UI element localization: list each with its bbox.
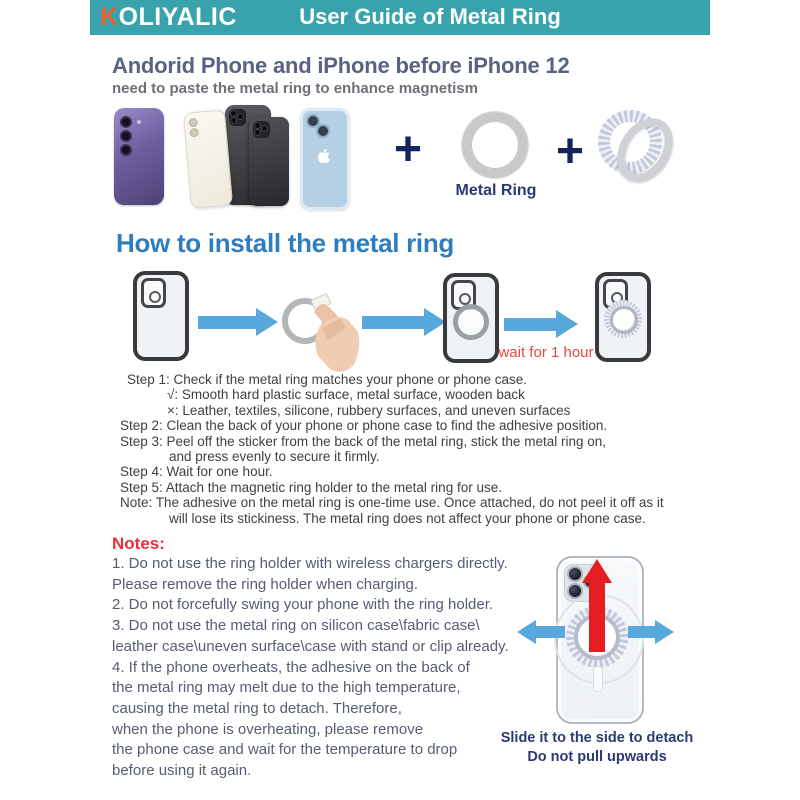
- iphone-white-image: [183, 109, 233, 208]
- up-arrow-icon: [582, 559, 612, 583]
- camera-lens-icon: [122, 132, 130, 140]
- camera-lens-icon: [189, 119, 197, 127]
- note-line: leather case\uneven surface\case with stand or clip already.: [112, 637, 509, 655]
- camera-lens-icon: [190, 129, 198, 137]
- android-phone-image: [114, 108, 164, 205]
- phone-case-image: [133, 271, 189, 361]
- up-arrow-icon: [589, 582, 605, 652]
- brand-rest: OLIYALIC: [118, 3, 237, 31]
- metal-ring-image: [462, 112, 528, 178]
- step-4: Step 4: Wait for one hour.: [120, 464, 273, 480]
- step-1: Step 1: Check if the metal ring matches your phone or phone case.: [127, 372, 527, 387]
- brand-letter-k: K: [100, 3, 119, 31]
- step-1-suitable-surfaces: √: Smooth hard plastic surface, metal surface, wooden back: [167, 387, 525, 403]
- camera-lens-icon: [318, 126, 328, 136]
- brand-logo: [100, 3, 237, 32]
- install-heading: How to install the metal ring: [116, 228, 454, 258]
- step-2: Step 2: Clean the back of your phone or phone case to find the adhesive position.: [120, 418, 608, 434]
- note-line: Please remove the ring holder when charging.: [112, 575, 419, 593]
- camera-lens-icon: [122, 118, 130, 126]
- metal-ring-attached-icon: [453, 304, 489, 340]
- flash-icon: [137, 120, 141, 124]
- case-pill-detail: [593, 666, 603, 692]
- phone-case-with-holder-image: [595, 272, 651, 362]
- intro-heading: Andorid Phone and iPhone before iPhone 12: [112, 53, 570, 78]
- wait-one-hour-label: wait for 1 hour: [498, 344, 594, 361]
- camera-lens-icon: [308, 116, 318, 126]
- iphone-group-image: [185, 103, 293, 208]
- header-banner: [90, 0, 710, 35]
- page-title: User Guide of Metal Ring: [299, 4, 561, 29]
- note-line: 2. Do not forcefully swing your phone with the ring holder.: [112, 596, 494, 614]
- iphone-dark-image: [249, 117, 289, 206]
- camera-lens-icon: [122, 146, 130, 154]
- camera-cutout-icon: [141, 278, 166, 308]
- notes-section: [112, 534, 522, 782]
- right-arrow-icon: [628, 626, 655, 638]
- left-arrow-icon: [536, 626, 565, 638]
- detach-caption-line2: Do not pull upwards: [527, 749, 667, 765]
- right-arrow-icon: [362, 308, 446, 336]
- note-line: 4. If the phone overheats, the adhesive on the back of: [112, 658, 470, 676]
- note-line: before using it again.: [112, 762, 252, 780]
- phone-case-with-ring-image: [443, 273, 499, 363]
- intro-subheading: need to paste the metal ring to enhance magnetism: [112, 80, 478, 97]
- camera-module-icon: [253, 121, 270, 138]
- adhesive-note: Note: The adhesive on the metal ring is one-time use. Once attached, do not peel it off as it: [120, 495, 664, 511]
- left-arrow-icon: [517, 620, 536, 644]
- note-line: 3. Do not use the metal ring on silicon case\fabric case\: [112, 617, 480, 635]
- note-line: the phone case and wait for the temperature to drop: [112, 741, 458, 759]
- note-line: when the phone is overheating, please remove: [112, 720, 424, 738]
- plus-sign: +: [555, 125, 585, 178]
- camera-module-icon: [229, 109, 246, 126]
- install-steps: [95, 372, 715, 526]
- ring-holder-attached-icon: [604, 300, 642, 338]
- right-arrow-icon: [655, 620, 674, 644]
- step-5: Step 5: Attach the magnetic ring holder to the metal ring for use.: [120, 479, 502, 495]
- apple-logo-icon: [317, 147, 332, 165]
- step-3: Step 3: Peel off the sticker from the back of the metal ring, stick the metal ring on,: [120, 433, 606, 449]
- detach-caption: [486, 729, 708, 767]
- iphone-clear-case-image: [300, 108, 350, 210]
- step-3-continued: and press evenly to secure it firmly.: [169, 449, 380, 465]
- notes-heading: Notes:: [112, 534, 165, 553]
- note-line: causing the metal ring to detach. Therefore,: [112, 699, 402, 717]
- metal-ring-label: Metal Ring: [455, 182, 537, 199]
- note-line: the metal ring may melt due to the high temperature,: [112, 679, 461, 697]
- adhesive-note-continued: will lose its stickiness. The metal ring does not affect your phone or phone case.: [169, 510, 646, 526]
- right-arrow-icon: [504, 310, 578, 338]
- detach-caption-line1: Slide it to the side to detach: [500, 730, 694, 746]
- note-line: 1. Do not use the ring holder with wireless chargers directly.: [112, 555, 508, 572]
- step-1-unsuitable-surfaces: ×: Leather, textiles, silicone, rubbery surfaces, and uneven surfaces: [167, 402, 571, 418]
- plus-sign: +: [393, 123, 423, 176]
- right-arrow-icon: [198, 308, 278, 336]
- hand-peeling-ring-image: [282, 296, 362, 372]
- hand-icon: [308, 300, 360, 372]
